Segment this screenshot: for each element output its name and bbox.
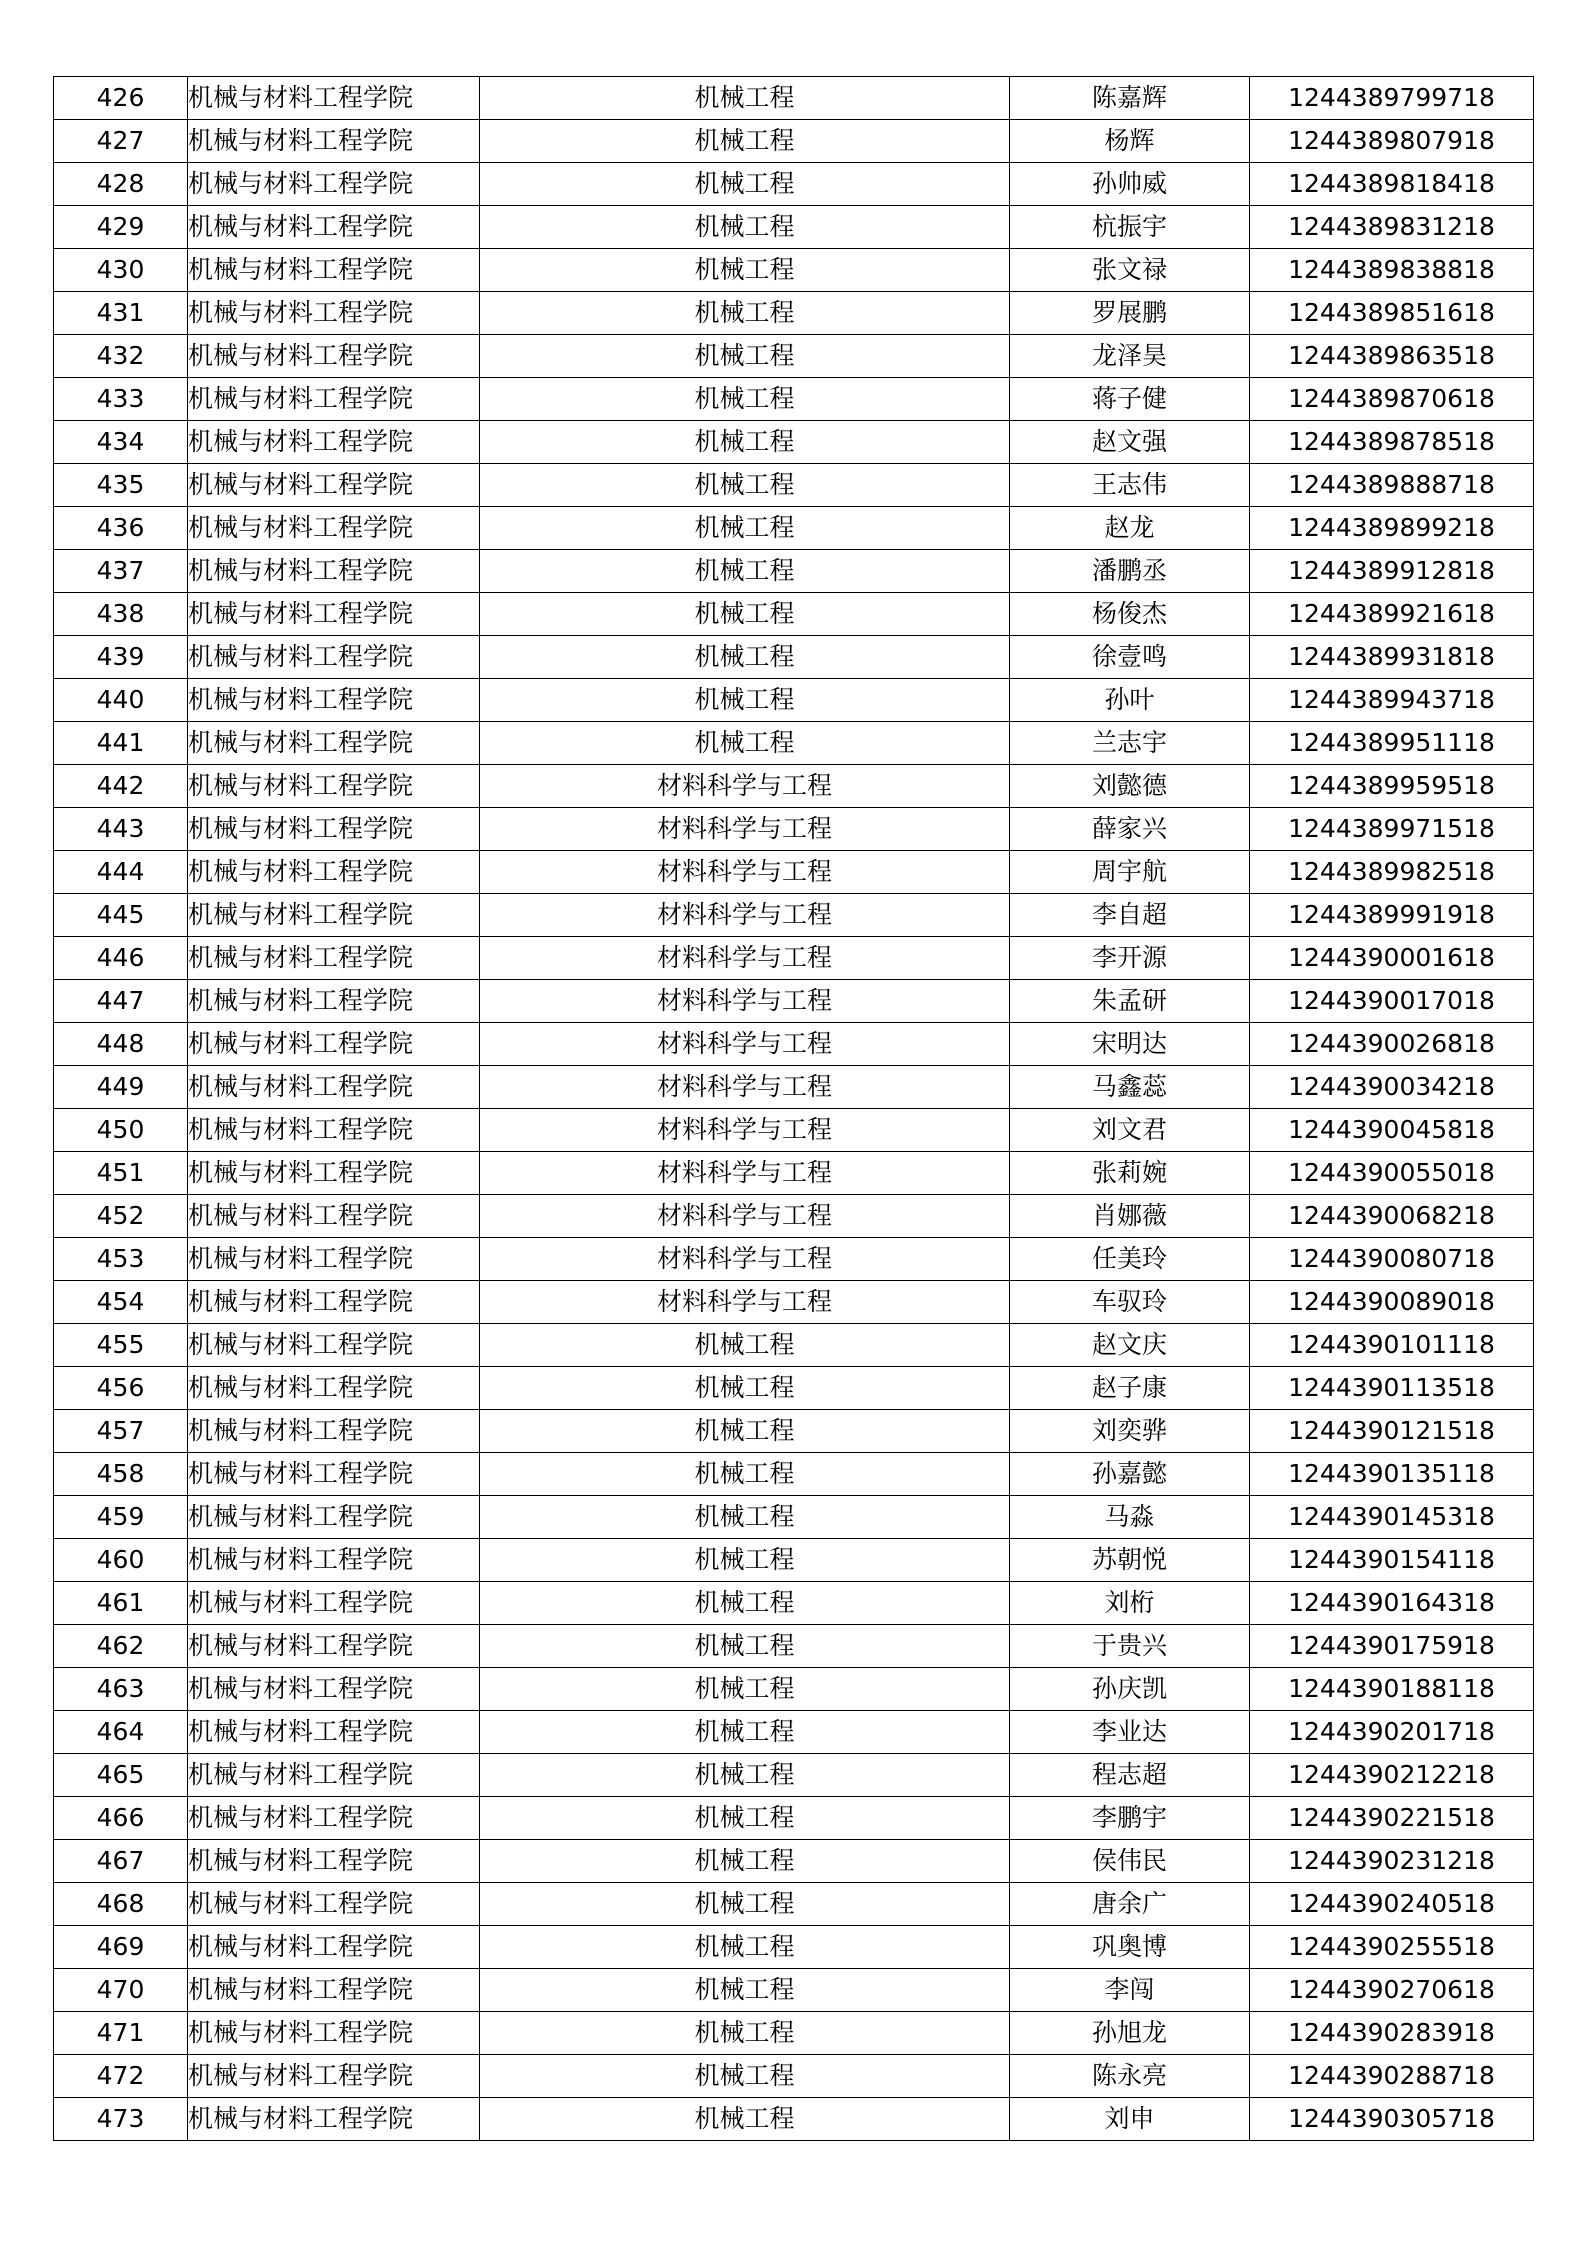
table-row <box>54 1711 1534 1754</box>
row-number: 444 <box>54 851 188 894</box>
college-cell: 机械与材料工程学院 <box>188 206 480 249</box>
row-number: 430 <box>54 249 188 292</box>
college-cell: 机械与材料工程学院 <box>188 937 480 980</box>
table-row <box>54 1238 1534 1281</box>
major-cell: 材料科学与工程 <box>480 765 1010 808</box>
candidate-id-cell: 1244390055018 <box>1250 1152 1534 1195</box>
table-row <box>54 679 1534 722</box>
row-number: 449 <box>54 1066 188 1109</box>
student-name-cell: 陈永亮 <box>1010 2055 1250 2098</box>
table-row <box>54 206 1534 249</box>
major-cell: 机械工程 <box>480 1625 1010 1668</box>
major-cell: 机械工程 <box>480 163 1010 206</box>
table-row <box>54 894 1534 937</box>
major-cell: 机械工程 <box>480 1668 1010 1711</box>
row-number: 473 <box>54 2098 188 2141</box>
college-cell: 机械与材料工程学院 <box>188 765 480 808</box>
major-cell: 机械工程 <box>480 1797 1010 1840</box>
row-number: 458 <box>54 1453 188 1496</box>
document-page <box>53 76 1533 2141</box>
candidate-id-cell: 1244389863518 <box>1250 335 1534 378</box>
college-cell: 机械与材料工程学院 <box>188 2012 480 2055</box>
candidate-id-cell: 1244389991918 <box>1250 894 1534 937</box>
row-number: 464 <box>54 1711 188 1754</box>
student-name-cell: 王志伟 <box>1010 464 1250 507</box>
major-cell: 材料科学与工程 <box>480 1109 1010 1152</box>
table-row <box>54 120 1534 163</box>
student-name-cell: 李鹏宇 <box>1010 1797 1250 1840</box>
candidate-id-cell: 1244389912818 <box>1250 550 1534 593</box>
row-number: 431 <box>54 292 188 335</box>
table-row <box>54 1625 1534 1668</box>
major-cell: 机械工程 <box>480 1840 1010 1883</box>
table-row <box>54 507 1534 550</box>
candidate-id-cell: 1244389807918 <box>1250 120 1534 163</box>
major-cell: 机械工程 <box>480 1410 1010 1453</box>
table-row <box>54 421 1534 464</box>
college-cell: 机械与材料工程学院 <box>188 1711 480 1754</box>
college-cell: 机械与材料工程学院 <box>188 421 480 464</box>
table-row <box>54 77 1534 120</box>
candidate-id-cell: 1244389799718 <box>1250 77 1534 120</box>
student-name-cell: 李业达 <box>1010 1711 1250 1754</box>
row-number: 443 <box>54 808 188 851</box>
candidate-id-cell: 1244389899218 <box>1250 507 1534 550</box>
table-row <box>54 1539 1534 1582</box>
college-cell: 机械与材料工程学院 <box>188 1883 480 1926</box>
college-cell: 机械与材料工程学院 <box>188 894 480 937</box>
candidate-id-cell: 1244390231218 <box>1250 1840 1534 1883</box>
major-cell: 机械工程 <box>480 1883 1010 1926</box>
college-cell: 机械与材料工程学院 <box>188 292 480 335</box>
college-cell: 机械与材料工程学院 <box>188 1324 480 1367</box>
row-number: 470 <box>54 1969 188 2012</box>
student-name-cell: 马淼 <box>1010 1496 1250 1539</box>
candidate-id-cell: 1244390145318 <box>1250 1496 1534 1539</box>
college-cell: 机械与材料工程学院 <box>188 1840 480 1883</box>
table-row <box>54 765 1534 808</box>
college-cell: 机械与材料工程学院 <box>188 980 480 1023</box>
major-cell: 机械工程 <box>480 421 1010 464</box>
major-cell: 机械工程 <box>480 335 1010 378</box>
candidate-id-cell: 1244389870618 <box>1250 378 1534 421</box>
student-name-cell: 杨俊杰 <box>1010 593 1250 636</box>
row-number: 432 <box>54 335 188 378</box>
candidate-id-cell: 1244390164318 <box>1250 1582 1534 1625</box>
major-cell: 材料科学与工程 <box>480 894 1010 937</box>
college-cell: 机械与材料工程学院 <box>188 851 480 894</box>
major-cell: 材料科学与工程 <box>480 937 1010 980</box>
table-row <box>54 1109 1534 1152</box>
candidate-id-cell: 1244390212218 <box>1250 1754 1534 1797</box>
major-cell: 机械工程 <box>480 2098 1010 2141</box>
major-cell: 机械工程 <box>480 593 1010 636</box>
row-number: 463 <box>54 1668 188 1711</box>
major-cell: 机械工程 <box>480 550 1010 593</box>
college-cell: 机械与材料工程学院 <box>188 1496 480 1539</box>
major-cell: 材料科学与工程 <box>480 1281 1010 1324</box>
major-cell: 材料科学与工程 <box>480 1023 1010 1066</box>
college-cell: 机械与材料工程学院 <box>188 1195 480 1238</box>
major-cell: 机械工程 <box>480 679 1010 722</box>
table-row <box>54 1281 1534 1324</box>
student-name-cell: 侯伟民 <box>1010 1840 1250 1883</box>
row-number: 468 <box>54 1883 188 1926</box>
major-cell: 机械工程 <box>480 1969 1010 2012</box>
candidate-id-cell: 1244389931818 <box>1250 636 1534 679</box>
major-cell: 机械工程 <box>480 249 1010 292</box>
student-name-cell: 刘申 <box>1010 2098 1250 2141</box>
student-name-cell: 潘鹏丞 <box>1010 550 1250 593</box>
table-row <box>54 593 1534 636</box>
student-name-cell: 马鑫蕊 <box>1010 1066 1250 1109</box>
candidate-id-cell: 1244390283918 <box>1250 2012 1534 2055</box>
row-number: 433 <box>54 378 188 421</box>
student-name-cell: 杨辉 <box>1010 120 1250 163</box>
major-cell: 材料科学与工程 <box>480 980 1010 1023</box>
student-name-cell: 孙帅威 <box>1010 163 1250 206</box>
candidate-id-cell: 1244389921618 <box>1250 593 1534 636</box>
college-cell: 机械与材料工程学院 <box>188 2055 480 2098</box>
major-cell: 机械工程 <box>480 507 1010 550</box>
college-cell: 机械与材料工程学院 <box>188 1453 480 1496</box>
college-cell: 机械与材料工程学院 <box>188 593 480 636</box>
student-name-cell: 肖娜薇 <box>1010 1195 1250 1238</box>
student-name-cell: 龙泽昊 <box>1010 335 1250 378</box>
major-cell: 机械工程 <box>480 1539 1010 1582</box>
roster-body <box>54 77 1534 2141</box>
student-name-cell: 罗展鹏 <box>1010 292 1250 335</box>
student-name-cell: 刘懿德 <box>1010 765 1250 808</box>
candidate-id-cell: 1244389838818 <box>1250 249 1534 292</box>
row-number: 439 <box>54 636 188 679</box>
row-number: 467 <box>54 1840 188 1883</box>
major-cell: 机械工程 <box>480 722 1010 765</box>
student-name-cell: 刘桁 <box>1010 1582 1250 1625</box>
row-number: 453 <box>54 1238 188 1281</box>
table-row <box>54 1496 1534 1539</box>
row-number: 460 <box>54 1539 188 1582</box>
row-number: 436 <box>54 507 188 550</box>
candidate-id-cell: 1244389951118 <box>1250 722 1534 765</box>
major-cell: 机械工程 <box>480 1582 1010 1625</box>
row-number: 441 <box>54 722 188 765</box>
candidate-id-cell: 1244389831218 <box>1250 206 1534 249</box>
candidate-id-cell: 1244389971518 <box>1250 808 1534 851</box>
college-cell: 机械与材料工程学院 <box>188 1023 480 1066</box>
student-roster-table <box>53 76 1534 2141</box>
candidate-id-cell: 1244390121518 <box>1250 1410 1534 1453</box>
table-row <box>54 335 1534 378</box>
table-row <box>54 249 1534 292</box>
row-number: 461 <box>54 1582 188 1625</box>
student-name-cell: 兰志宇 <box>1010 722 1250 765</box>
candidate-id-cell: 1244390001618 <box>1250 937 1534 980</box>
college-cell: 机械与材料工程学院 <box>188 1969 480 2012</box>
table-row <box>54 1324 1534 1367</box>
student-name-cell: 孙嘉懿 <box>1010 1453 1250 1496</box>
student-name-cell: 赵文强 <box>1010 421 1250 464</box>
row-number: 427 <box>54 120 188 163</box>
student-name-cell: 李开源 <box>1010 937 1250 980</box>
college-cell: 机械与材料工程学院 <box>188 77 480 120</box>
table-row <box>54 292 1534 335</box>
student-name-cell: 苏朝悦 <box>1010 1539 1250 1582</box>
candidate-id-cell: 1244390201718 <box>1250 1711 1534 1754</box>
major-cell: 机械工程 <box>480 1496 1010 1539</box>
table-row <box>54 1152 1534 1195</box>
row-number: 456 <box>54 1367 188 1410</box>
table-row <box>54 851 1534 894</box>
student-name-cell: 徐壹鸣 <box>1010 636 1250 679</box>
student-name-cell: 张文禄 <box>1010 249 1250 292</box>
student-name-cell: 唐余广 <box>1010 1883 1250 1926</box>
table-row <box>54 1883 1534 1926</box>
college-cell: 机械与材料工程学院 <box>188 1926 480 1969</box>
table-row <box>54 1840 1534 1883</box>
table-row <box>54 2055 1534 2098</box>
table-row <box>54 1582 1534 1625</box>
table-row <box>54 550 1534 593</box>
row-number: 459 <box>54 1496 188 1539</box>
college-cell: 机械与材料工程学院 <box>188 1367 480 1410</box>
student-name-cell: 宋明达 <box>1010 1023 1250 1066</box>
college-cell: 机械与材料工程学院 <box>188 1152 480 1195</box>
candidate-id-cell: 1244390080718 <box>1250 1238 1534 1281</box>
candidate-id-cell: 1244389878518 <box>1250 421 1534 464</box>
table-row <box>54 1023 1534 1066</box>
row-number: 452 <box>54 1195 188 1238</box>
candidate-id-cell: 1244390034218 <box>1250 1066 1534 1109</box>
row-number: 442 <box>54 765 188 808</box>
student-name-cell: 刘文君 <box>1010 1109 1250 1152</box>
candidate-id-cell: 1244390305718 <box>1250 2098 1534 2141</box>
row-number: 447 <box>54 980 188 1023</box>
major-cell: 机械工程 <box>480 206 1010 249</box>
table-row <box>54 1367 1534 1410</box>
college-cell: 机械与材料工程学院 <box>188 550 480 593</box>
table-row <box>54 1410 1534 1453</box>
table-row <box>54 980 1534 1023</box>
student-name-cell: 孙庆凯 <box>1010 1668 1250 1711</box>
row-number: 429 <box>54 206 188 249</box>
major-cell: 材料科学与工程 <box>480 851 1010 894</box>
candidate-id-cell: 1244390154118 <box>1250 1539 1534 1582</box>
table-row <box>54 163 1534 206</box>
candidate-id-cell: 1244390288718 <box>1250 2055 1534 2098</box>
table-row <box>54 1969 1534 2012</box>
student-name-cell: 巩奥博 <box>1010 1926 1250 1969</box>
candidate-id-cell: 1244389851618 <box>1250 292 1534 335</box>
college-cell: 机械与材料工程学院 <box>188 120 480 163</box>
student-name-cell: 朱孟研 <box>1010 980 1250 1023</box>
candidate-id-cell: 1244389818418 <box>1250 163 1534 206</box>
candidate-id-cell: 1244390240518 <box>1250 1883 1534 1926</box>
row-number: 438 <box>54 593 188 636</box>
candidate-id-cell: 1244390221518 <box>1250 1797 1534 1840</box>
college-cell: 机械与材料工程学院 <box>188 1754 480 1797</box>
college-cell: 机械与材料工程学院 <box>188 1066 480 1109</box>
student-name-cell: 程志超 <box>1010 1754 1250 1797</box>
row-number: 448 <box>54 1023 188 1066</box>
major-cell: 机械工程 <box>480 1367 1010 1410</box>
college-cell: 机械与材料工程学院 <box>188 1109 480 1152</box>
table-row <box>54 378 1534 421</box>
college-cell: 机械与材料工程学院 <box>188 1668 480 1711</box>
student-name-cell: 赵文庆 <box>1010 1324 1250 1367</box>
candidate-id-cell: 1244390068218 <box>1250 1195 1534 1238</box>
row-number: 471 <box>54 2012 188 2055</box>
table-row <box>54 1797 1534 1840</box>
table-row <box>54 1668 1534 1711</box>
candidate-id-cell: 1244390135118 <box>1250 1453 1534 1496</box>
college-cell: 机械与材料工程学院 <box>188 249 480 292</box>
student-name-cell: 车驭玲 <box>1010 1281 1250 1324</box>
major-cell: 机械工程 <box>480 1711 1010 1754</box>
candidate-id-cell: 1244390045818 <box>1250 1109 1534 1152</box>
student-name-cell: 孙叶 <box>1010 679 1250 722</box>
candidate-id-cell: 1244389959518 <box>1250 765 1534 808</box>
college-cell: 机械与材料工程学院 <box>188 679 480 722</box>
student-name-cell: 周宇航 <box>1010 851 1250 894</box>
college-cell: 机械与材料工程学院 <box>188 1539 480 1582</box>
candidate-id-cell: 1244389943718 <box>1250 679 1534 722</box>
major-cell: 机械工程 <box>480 1324 1010 1367</box>
table-row <box>54 2098 1534 2141</box>
college-cell: 机械与材料工程学院 <box>188 808 480 851</box>
row-number: 454 <box>54 1281 188 1324</box>
student-name-cell: 薛家兴 <box>1010 808 1250 851</box>
major-cell: 材料科学与工程 <box>480 1066 1010 1109</box>
row-number: 426 <box>54 77 188 120</box>
student-name-cell: 李闯 <box>1010 1969 1250 2012</box>
college-cell: 机械与材料工程学院 <box>188 722 480 765</box>
candidate-id-cell: 1244390113518 <box>1250 1367 1534 1410</box>
row-number: 469 <box>54 1926 188 1969</box>
candidate-id-cell: 1244390175918 <box>1250 1625 1534 1668</box>
student-name-cell: 赵龙 <box>1010 507 1250 550</box>
table-row <box>54 722 1534 765</box>
college-cell: 机械与材料工程学院 <box>188 1410 480 1453</box>
row-number: 451 <box>54 1152 188 1195</box>
table-row <box>54 464 1534 507</box>
row-number: 472 <box>54 2055 188 2098</box>
student-name-cell: 李自超 <box>1010 894 1250 937</box>
student-name-cell: 蒋子健 <box>1010 378 1250 421</box>
major-cell: 材料科学与工程 <box>480 808 1010 851</box>
student-name-cell: 任美玲 <box>1010 1238 1250 1281</box>
row-number: 435 <box>54 464 188 507</box>
row-number: 428 <box>54 163 188 206</box>
candidate-id-cell: 1244390101118 <box>1250 1324 1534 1367</box>
major-cell: 机械工程 <box>480 292 1010 335</box>
college-cell: 机械与材料工程学院 <box>188 507 480 550</box>
candidate-id-cell: 1244390255518 <box>1250 1926 1534 1969</box>
major-cell: 机械工程 <box>480 636 1010 679</box>
college-cell: 机械与材料工程学院 <box>188 2098 480 2141</box>
candidate-id-cell: 1244389982518 <box>1250 851 1534 894</box>
table-row <box>54 937 1534 980</box>
candidate-id-cell: 1244390026818 <box>1250 1023 1534 1066</box>
student-name-cell: 于贵兴 <box>1010 1625 1250 1668</box>
candidate-id-cell: 1244390188118 <box>1250 1668 1534 1711</box>
row-number: 440 <box>54 679 188 722</box>
student-name-cell: 杭振宇 <box>1010 206 1250 249</box>
row-number: 462 <box>54 1625 188 1668</box>
major-cell: 机械工程 <box>480 2012 1010 2055</box>
college-cell: 机械与材料工程学院 <box>188 636 480 679</box>
table-row <box>54 1754 1534 1797</box>
major-cell: 机械工程 <box>480 464 1010 507</box>
college-cell: 机械与材料工程学院 <box>188 1797 480 1840</box>
college-cell: 机械与材料工程学院 <box>188 1582 480 1625</box>
college-cell: 机械与材料工程学院 <box>188 378 480 421</box>
college-cell: 机械与材料工程学院 <box>188 1625 480 1668</box>
student-name-cell: 刘奕骅 <box>1010 1410 1250 1453</box>
major-cell: 材料科学与工程 <box>480 1195 1010 1238</box>
table-row <box>54 2012 1534 2055</box>
major-cell: 机械工程 <box>480 77 1010 120</box>
candidate-id-cell: 1244390017018 <box>1250 980 1534 1023</box>
major-cell: 机械工程 <box>480 120 1010 163</box>
row-number: 445 <box>54 894 188 937</box>
table-row <box>54 1195 1534 1238</box>
row-number: 434 <box>54 421 188 464</box>
row-number: 437 <box>54 550 188 593</box>
row-number: 466 <box>54 1797 188 1840</box>
table-row <box>54 1453 1534 1496</box>
college-cell: 机械与材料工程学院 <box>188 1238 480 1281</box>
major-cell: 材料科学与工程 <box>480 1238 1010 1281</box>
major-cell: 机械工程 <box>480 2055 1010 2098</box>
major-cell: 机械工程 <box>480 1754 1010 1797</box>
college-cell: 机械与材料工程学院 <box>188 163 480 206</box>
student-name-cell: 张莉婉 <box>1010 1152 1250 1195</box>
major-cell: 机械工程 <box>480 378 1010 421</box>
row-number: 457 <box>54 1410 188 1453</box>
college-cell: 机械与材料工程学院 <box>188 1281 480 1324</box>
candidate-id-cell: 1244390089018 <box>1250 1281 1534 1324</box>
major-cell: 机械工程 <box>480 1453 1010 1496</box>
table-row <box>54 808 1534 851</box>
row-number: 455 <box>54 1324 188 1367</box>
major-cell: 机械工程 <box>480 1926 1010 1969</box>
student-name-cell: 赵子康 <box>1010 1367 1250 1410</box>
student-name-cell: 陈嘉辉 <box>1010 77 1250 120</box>
college-cell: 机械与材料工程学院 <box>188 464 480 507</box>
table-row <box>54 1066 1534 1109</box>
candidate-id-cell: 1244389888718 <box>1250 464 1534 507</box>
table-row <box>54 636 1534 679</box>
row-number: 446 <box>54 937 188 980</box>
candidate-id-cell: 1244390270618 <box>1250 1969 1534 2012</box>
row-number: 450 <box>54 1109 188 1152</box>
college-cell: 机械与材料工程学院 <box>188 335 480 378</box>
row-number: 465 <box>54 1754 188 1797</box>
table-row <box>54 1926 1534 1969</box>
student-name-cell: 孙旭龙 <box>1010 2012 1250 2055</box>
major-cell: 材料科学与工程 <box>480 1152 1010 1195</box>
